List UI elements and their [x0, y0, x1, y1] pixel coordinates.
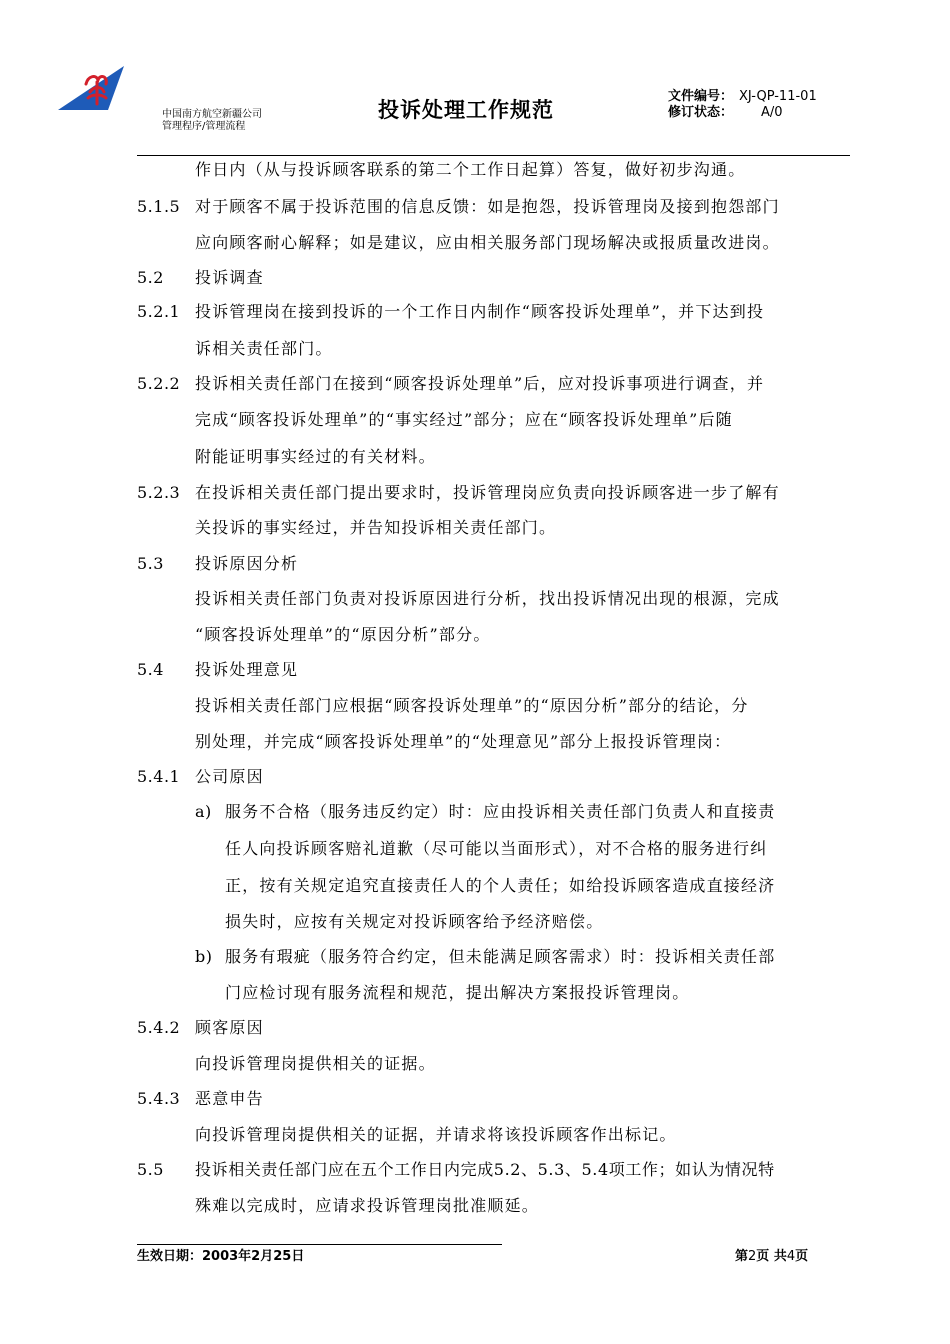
section-number: 5.2 — [137, 268, 164, 287]
section-number: 5.2.2 — [137, 374, 181, 393]
company-name — [162, 109, 262, 133]
body-line: 诉相关责任部门。 — [195, 339, 333, 358]
body-line: 投诉管理岗在接到投诉的一个工作日内制作“顾客投诉处理单”，并下达到投 — [195, 302, 765, 321]
page-label: 第 — [735, 1249, 749, 1264]
document-title: 投诉处理工作规范 — [378, 98, 554, 122]
section-heading: 投诉调查 — [195, 268, 264, 287]
body-line: 服务有瑕疵（服务符合约定，但未能满足顾客需求）时：投诉相关责任部 — [225, 947, 776, 966]
page-end: 页 — [795, 1249, 809, 1264]
body-line: “顾客投诉处理单”的“原因分析”部分。 — [195, 625, 491, 644]
section-heading: 顾客原因 — [195, 1018, 264, 1037]
section-number: 5.2.3 — [137, 483, 181, 502]
page-indicator — [735, 1245, 808, 1264]
body-line: 对于顾客不属于投诉范围的信息反馈：如是抱怨，投诉管理岗及接到抱怨部门 — [195, 197, 780, 216]
section-heading: 投诉原因分析 — [195, 554, 299, 573]
revision-label: 修订状态： — [668, 105, 734, 120]
list-marker: a) — [195, 802, 212, 821]
section-number: 5.1.5 — [137, 197, 181, 216]
section-number: 5.3 — [137, 554, 164, 573]
body-line: 服务不合格（服务违反约定）时：应由投诉相关责任部门负责人和直接责 — [225, 802, 776, 821]
body-line: 任人向投诉顾客赔礼道歉（尽可能以当面形式），对不合格的服务进行纠 — [225, 839, 768, 858]
body-line: 损失时，应按有关规定对投诉顾客给予经济赔偿。 — [225, 912, 604, 931]
page-total: 4 — [786, 1249, 796, 1264]
revision-value: A/0 — [761, 105, 783, 120]
body-line: 附能证明事实经过的有关材料。 — [195, 447, 436, 466]
company-line-2: 管理程序/管理流程 — [162, 121, 246, 132]
body-line: 投诉相关责任部门负责对投诉原因进行分析，找出投诉情况出现的根源，完成 — [195, 589, 780, 608]
body-line: 完成“顾客投诉处理单”的“事实经过”部分；应在“顾客投诉处理单”后随 — [195, 410, 733, 429]
body-line: 投诉相关责任部门在接到“顾客投诉处理单”后，应对投诉事项进行调查，并 — [195, 374, 765, 393]
body-line: 门应检讨现有服务流程和规范，提出解决方案报投诉管理岗。 — [225, 983, 690, 1002]
body-line: 向投诉管理岗提供相关的证据。 — [195, 1054, 436, 1073]
doc-no-label: 文件编号： — [668, 89, 734, 104]
doc-no-value: XJ-QP-11-01 — [739, 89, 817, 104]
company-line-1: 中国南方航空新疆公司 — [162, 109, 262, 120]
section-heading: 恶意申告 — [195, 1089, 264, 1108]
section-number: 5.4 — [137, 660, 164, 679]
body-line: 正，按有关规定追究直接责任人的个人责任；如给投诉顾客造成直接经济 — [225, 876, 776, 895]
page-mid: 页 共 — [756, 1249, 787, 1264]
list-marker: b) — [195, 947, 213, 966]
section-heading: 投诉处理意见 — [195, 660, 299, 679]
section-heading: 公司原因 — [195, 767, 264, 786]
body-line: 关投诉的事实经过，并告知投诉相关责任部门。 — [195, 518, 557, 537]
section-number: 5.2.1 — [137, 302, 181, 321]
header-divider — [137, 155, 850, 156]
body-line: 投诉相关责任部门应在五个工作日内完成5.2、5.3、5.4项工作；如认为情况特 — [195, 1160, 775, 1179]
company-logo-icon — [58, 64, 126, 112]
page-number: 2 — [748, 1249, 757, 1264]
section-number: 5.4.2 — [137, 1018, 181, 1037]
effective-date: 生效日期：2003年2月25日 — [137, 1249, 305, 1264]
section-number: 5.5 — [137, 1160, 164, 1179]
body-line: 在投诉相关责任部门提出要求时，投诉管理岗应负责向投诉顾客进一步了解有 — [195, 483, 780, 502]
body-line: 作日内（从与投诉顾客联系的第二个工作日起算）答复，做好初步沟通。 — [195, 160, 746, 179]
body-line: 殊难以完成时，应请求投诉管理岗批准顺延。 — [195, 1196, 540, 1215]
document-meta — [668, 89, 817, 121]
body-line: 应向顾客耐心解释；如是建议，应由相关服务部门现场解决或报质量改进岗。 — [195, 233, 780, 252]
body-line: 别处理，并完成“顾客投诉处理单”的“处理意见”部分上报投诉管理岗： — [195, 732, 732, 751]
section-number: 5.4.3 — [137, 1089, 181, 1108]
section-number: 5.4.1 — [137, 767, 181, 786]
body-line: 向投诉管理岗提供相关的证据，并请求将该投诉顾客作出标记。 — [195, 1125, 677, 1144]
body-line: 投诉相关责任部门应根据“顾客投诉处理单”的“原因分析”部分的结论，分 — [195, 696, 749, 715]
